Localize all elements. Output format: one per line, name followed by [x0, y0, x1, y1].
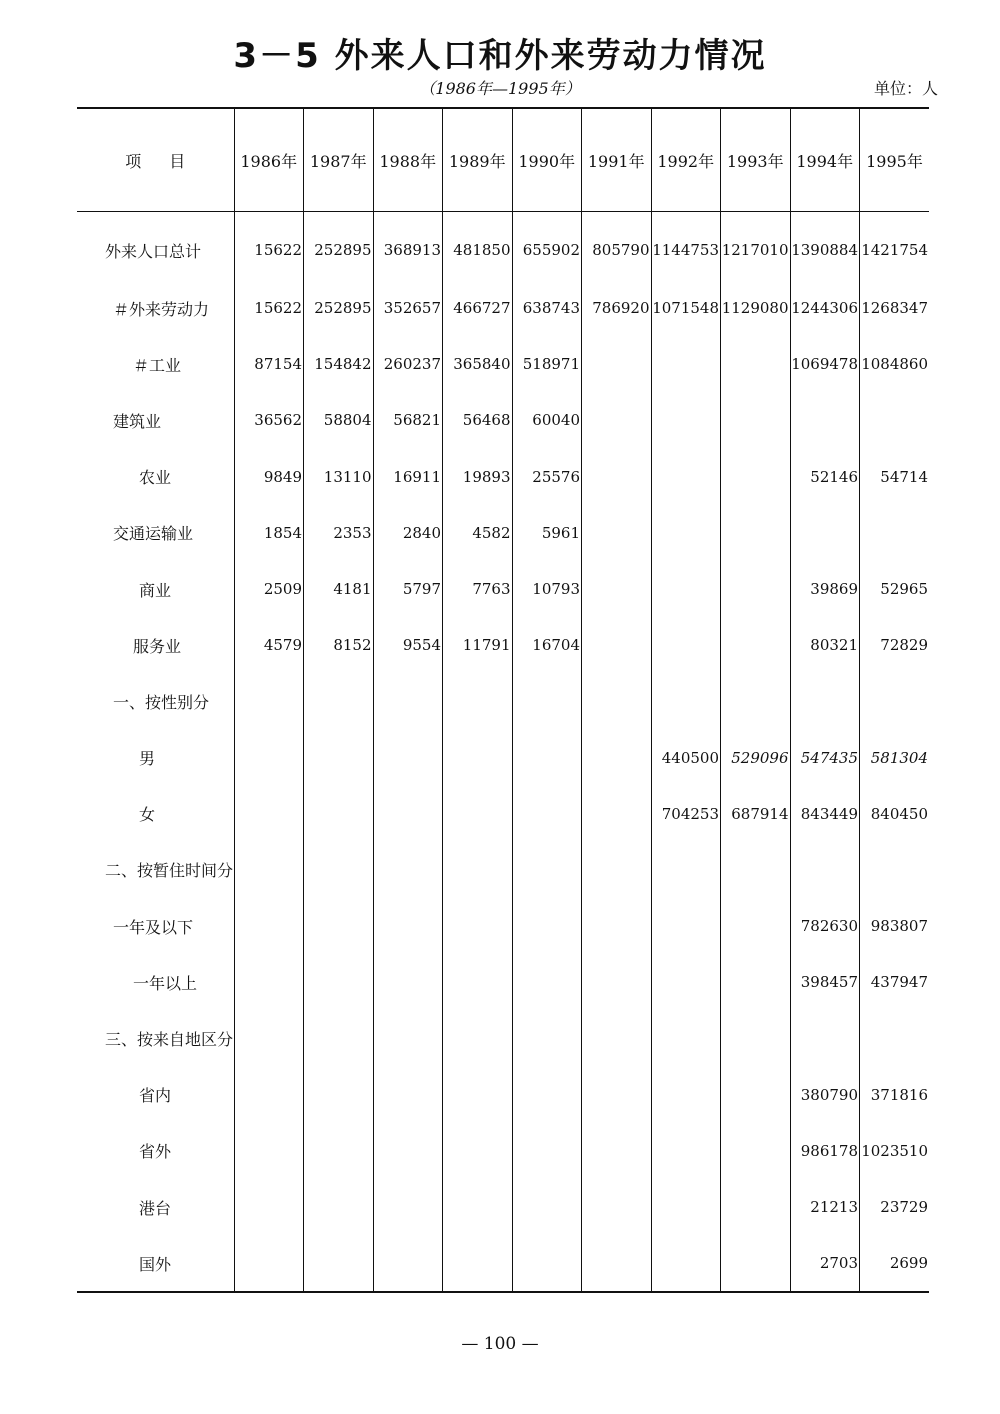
table-cell: 2703 — [790, 1235, 860, 1292]
table-cell: 7763 — [443, 561, 513, 617]
table-cell: 87154 — [234, 336, 304, 392]
table-cell — [721, 1010, 791, 1066]
table-cell: 2509 — [234, 561, 304, 617]
table-cell — [651, 1123, 721, 1179]
table-row — [77, 1067, 929, 1123]
table-cell — [721, 954, 791, 1010]
table-cell — [304, 786, 374, 842]
header-year: 1993年 — [721, 108, 791, 212]
table-cell — [721, 842, 791, 898]
table-cell — [582, 561, 652, 617]
table-cell — [582, 505, 652, 561]
table-cell — [582, 392, 652, 448]
table-cell: 260237 — [373, 336, 443, 392]
table-cell: 252895 — [304, 212, 374, 281]
table-cell — [582, 449, 652, 505]
table-cell: 398457 — [790, 954, 860, 1010]
table-cell — [651, 561, 721, 617]
table-cell — [443, 1123, 513, 1179]
header-year: 1994年 — [790, 108, 860, 212]
table-cell: 52965 — [860, 561, 930, 617]
header-year: 1995年 — [860, 108, 930, 212]
table-cell — [304, 842, 374, 898]
table-cell — [721, 1235, 791, 1292]
table-cell — [443, 786, 513, 842]
table-cell — [443, 1179, 513, 1235]
table-cell — [582, 898, 652, 954]
table-row — [77, 1010, 929, 1066]
table-cell — [721, 1179, 791, 1235]
table-cell: 581304 — [860, 730, 930, 786]
table-cell — [651, 1235, 721, 1292]
table-row — [77, 1179, 929, 1235]
table-cell — [234, 1123, 304, 1179]
table-cell — [651, 1179, 721, 1235]
table-cell — [721, 449, 791, 505]
header-year: 1989年 — [443, 108, 513, 212]
row-label: 三、按来自地区分 — [105, 1030, 234, 1050]
table-cell: 365840 — [443, 336, 513, 392]
table-cell: 805790 — [582, 212, 652, 281]
table-cell — [512, 673, 582, 729]
table-cell: 1129080 — [721, 280, 791, 336]
table-row — [77, 617, 929, 673]
header-year: 1990年 — [512, 108, 582, 212]
table-cell — [512, 954, 582, 1010]
table-cell: 371816 — [860, 1067, 930, 1123]
table-cell: 16704 — [512, 617, 582, 673]
table-row — [77, 786, 929, 842]
table-cell — [651, 617, 721, 673]
table-row — [77, 954, 929, 1010]
table-cell — [304, 1235, 374, 1292]
table-cell: 11791 — [443, 617, 513, 673]
table-cell — [304, 673, 374, 729]
table-row — [77, 212, 929, 281]
table-cell — [582, 842, 652, 898]
row-label: 国外 — [139, 1254, 172, 1274]
table-cell — [651, 449, 721, 505]
table-cell: 655902 — [512, 212, 582, 281]
row-label: 女 — [139, 805, 156, 825]
table-cell: 687914 — [721, 786, 791, 842]
table-cell — [373, 786, 443, 842]
table-cell: 13110 — [304, 449, 374, 505]
table-cell: 154842 — [304, 336, 374, 392]
row-label: 外来人口总计 — [105, 241, 202, 261]
table-cell — [512, 1067, 582, 1123]
table-cell — [304, 1067, 374, 1123]
table-cell: 1421754 — [860, 212, 930, 281]
table-row — [77, 730, 929, 786]
row-label: 商业 — [139, 580, 172, 600]
table-row — [77, 1123, 929, 1179]
table-cell: 5797 — [373, 561, 443, 617]
table-cell: 786920 — [582, 280, 652, 336]
table-cell — [234, 1067, 304, 1123]
table-cell — [582, 1235, 652, 1292]
table-cell — [512, 786, 582, 842]
row-label: 建筑业 — [113, 411, 162, 431]
table-cell: 1244306 — [790, 280, 860, 336]
table-cell: 80321 — [790, 617, 860, 673]
table-cell: 2353 — [304, 505, 374, 561]
table-cell — [234, 786, 304, 842]
table-cell: 481850 — [443, 212, 513, 281]
table-cell: 19893 — [443, 449, 513, 505]
row-label: 一年以上 — [133, 973, 198, 993]
table-cell: 4582 — [443, 505, 513, 561]
table-cell — [582, 1123, 652, 1179]
table-cell: 56821 — [373, 392, 443, 448]
table-cell — [234, 673, 304, 729]
table-cell: 4181 — [304, 561, 374, 617]
table-cell: 252895 — [304, 280, 374, 336]
table-row — [77, 280, 929, 336]
table-cell: 56468 — [443, 392, 513, 448]
table-cell: 4579 — [234, 617, 304, 673]
table-cell — [582, 730, 652, 786]
table-cell: 352657 — [373, 280, 443, 336]
page-number: — 100 — — [461, 1334, 539, 1354]
table-cell — [860, 1010, 930, 1066]
row-label: 省外 — [139, 1142, 172, 1162]
table-cell — [651, 673, 721, 729]
table-cell — [721, 617, 791, 673]
table-cell: 368913 — [373, 212, 443, 281]
table-cell — [860, 673, 930, 729]
table-cell — [234, 898, 304, 954]
table-cell — [721, 1123, 791, 1179]
row-label: 港台 — [139, 1198, 172, 1218]
table-cell: 1023510 — [860, 1123, 930, 1179]
table-cell: 25576 — [512, 449, 582, 505]
table-cell — [373, 1067, 443, 1123]
table-cell: 2699 — [860, 1235, 930, 1292]
table-cell — [721, 561, 791, 617]
table-cell — [373, 842, 443, 898]
table-cell — [512, 1010, 582, 1066]
table-cell: 8152 — [304, 617, 374, 673]
table-cell: 518971 — [512, 336, 582, 392]
header-year: 1991年 — [582, 108, 652, 212]
table-cell: 9849 — [234, 449, 304, 505]
row-label: 服务业 — [133, 636, 182, 656]
table-cell: 983807 — [860, 898, 930, 954]
table-cell — [512, 842, 582, 898]
table-cell — [234, 1010, 304, 1066]
table-cell — [234, 1235, 304, 1292]
table-cell — [304, 730, 374, 786]
table-cell — [443, 730, 513, 786]
row-label: ＃工业 — [133, 355, 182, 375]
table-cell — [721, 1067, 791, 1123]
row-label: 交通运输业 — [113, 524, 194, 544]
table-cell — [651, 842, 721, 898]
header-year: 1992年 — [651, 108, 721, 212]
table-cell: 1854 — [234, 505, 304, 561]
table-cell — [443, 1067, 513, 1123]
row-label: 一、按性别分 — [113, 692, 210, 712]
table-cell — [860, 392, 930, 448]
table-cell: 10793 — [512, 561, 582, 617]
table-cell — [443, 898, 513, 954]
table-row — [77, 336, 929, 392]
table-row — [77, 842, 929, 898]
table-cell — [582, 673, 652, 729]
table-cell: 986178 — [790, 1123, 860, 1179]
table-cell: 782630 — [790, 898, 860, 954]
table-cell — [582, 617, 652, 673]
table-cell — [582, 1067, 652, 1123]
table-cell: 1069478 — [790, 336, 860, 392]
table-cell — [790, 842, 860, 898]
table-cell: 840450 — [860, 786, 930, 842]
table-cell: 52146 — [790, 449, 860, 505]
header-year: 1987年 — [304, 108, 374, 212]
table-cell: 2840 — [373, 505, 443, 561]
table-cell — [651, 1010, 721, 1066]
table-row — [77, 561, 929, 617]
table-cell — [721, 392, 791, 448]
table-cell — [582, 1010, 652, 1066]
header-year: 1988年 — [373, 108, 443, 212]
table-cell: 843449 — [790, 786, 860, 842]
table-cell — [651, 392, 721, 448]
table-cell: 466727 — [443, 280, 513, 336]
table-cell — [651, 898, 721, 954]
table-cell — [790, 505, 860, 561]
table-row — [77, 505, 929, 561]
table-cell — [304, 954, 374, 1010]
table-cell — [443, 842, 513, 898]
table-cell: 440500 — [651, 730, 721, 786]
table-cell — [443, 954, 513, 1010]
table-cell — [512, 730, 582, 786]
table-cell — [443, 1235, 513, 1292]
unit-label: 单位：人 — [873, 79, 938, 98]
page-title: 3－5 外来人口和外来劳动力情况 — [233, 36, 767, 76]
table-cell — [443, 1010, 513, 1066]
table-cell — [651, 954, 721, 1010]
table-row — [77, 673, 929, 729]
table-cell — [582, 786, 652, 842]
table-cell: 23729 — [860, 1179, 930, 1235]
year-range-subtitle: （1986年—1995年） — [419, 79, 581, 98]
table-cell — [373, 1235, 443, 1292]
table-cell — [582, 336, 652, 392]
row-label: 二、按暂住时间分 — [105, 861, 234, 881]
table-row — [77, 392, 929, 448]
header-row — [77, 108, 929, 212]
table-cell — [582, 954, 652, 1010]
table-cell — [860, 842, 930, 898]
table-cell: 547435 — [790, 730, 860, 786]
table-row — [77, 449, 929, 505]
table-cell — [234, 1179, 304, 1235]
table-cell: 529096 — [721, 730, 791, 786]
row-label: 一年及以下 — [113, 917, 194, 937]
table-cell — [373, 1179, 443, 1235]
table-cell: 380790 — [790, 1067, 860, 1123]
table-cell — [721, 505, 791, 561]
table-row — [77, 1235, 929, 1292]
table-cell — [373, 898, 443, 954]
table-cell — [721, 336, 791, 392]
table-cell — [304, 1123, 374, 1179]
table-cell: 1390884 — [790, 212, 860, 281]
table-cell — [234, 842, 304, 898]
table-cell: 54714 — [860, 449, 930, 505]
table-cell — [790, 392, 860, 448]
row-label: 省内 — [139, 1086, 172, 1106]
table-cell — [304, 1179, 374, 1235]
table-cell — [721, 673, 791, 729]
table-row — [77, 898, 929, 954]
table-cell — [790, 673, 860, 729]
header-year: 1986年 — [234, 108, 304, 212]
table-cell — [373, 673, 443, 729]
header-item: 项目 — [77, 108, 234, 212]
table-cell: 9554 — [373, 617, 443, 673]
table-cell — [512, 1235, 582, 1292]
table-cell — [651, 1067, 721, 1123]
table-cell: 704253 — [651, 786, 721, 842]
table-cell — [234, 730, 304, 786]
table-cell — [582, 1179, 652, 1235]
table-cell: 15622 — [234, 212, 304, 281]
table-cell — [373, 1010, 443, 1066]
table-cell: 1268347 — [860, 280, 930, 336]
table-cell — [651, 336, 721, 392]
table-cell: 5961 — [512, 505, 582, 561]
table-cell: 39869 — [790, 561, 860, 617]
table-cell: 60040 — [512, 392, 582, 448]
table-cell — [373, 954, 443, 1010]
row-label: 农业 — [139, 468, 172, 488]
table-cell — [443, 673, 513, 729]
table-cell — [512, 898, 582, 954]
table-cell: 638743 — [512, 280, 582, 336]
table-cell — [512, 1123, 582, 1179]
row-label: 男 — [139, 749, 156, 769]
table-cell: 437947 — [860, 954, 930, 1010]
table-cell — [234, 954, 304, 1010]
table-cell — [373, 730, 443, 786]
table-cell — [512, 1179, 582, 1235]
table-cell — [651, 505, 721, 561]
table-cell: 72829 — [860, 617, 930, 673]
table-cell: 15622 — [234, 280, 304, 336]
statistics-table — [77, 107, 929, 1293]
table-cell: 16911 — [373, 449, 443, 505]
table-cell: 1071548 — [651, 280, 721, 336]
table-cell — [790, 1010, 860, 1066]
table-cell: 1144753 — [651, 212, 721, 281]
row-label: ＃外来劳动力 — [113, 299, 210, 319]
table-cell — [860, 505, 930, 561]
table-cell — [373, 1123, 443, 1179]
table-cell — [304, 1010, 374, 1066]
table-cell: 21213 — [790, 1179, 860, 1235]
table-cell: 58804 — [304, 392, 374, 448]
table-cell — [304, 898, 374, 954]
table-cell: 1217010 — [721, 212, 791, 281]
table-cell — [721, 898, 791, 954]
table-cell: 36562 — [234, 392, 304, 448]
table-cell: 1084860 — [860, 336, 930, 392]
